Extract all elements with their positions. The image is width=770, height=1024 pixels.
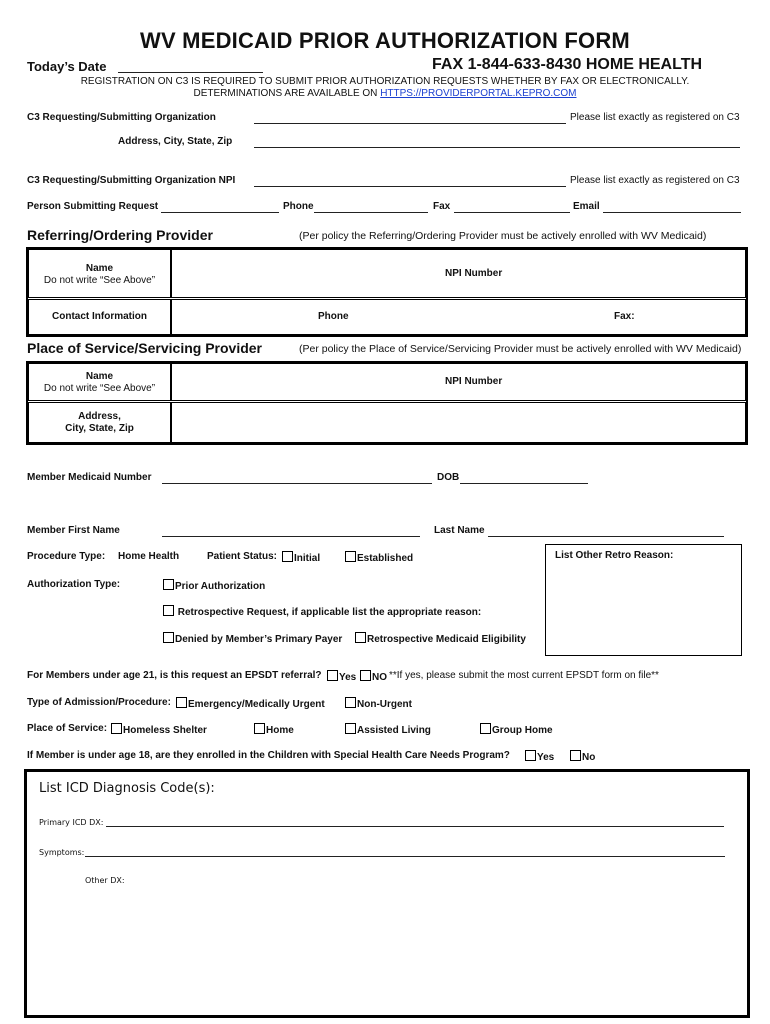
npi-hint: Please list exactly as registered on C3 bbox=[570, 175, 740, 186]
icd-box bbox=[24, 769, 750, 1018]
referring-phone-label: Phone bbox=[318, 311, 349, 322]
servicing-name-label-cell bbox=[28, 363, 171, 401]
npi-field[interactable] bbox=[254, 186, 566, 187]
servicing-address-label-2: City, State, Zip bbox=[65, 423, 134, 434]
place-assisted-label: Assisted Living bbox=[357, 725, 431, 736]
epsdt-no-option[interactable] bbox=[360, 670, 387, 683]
fax-label: Fax bbox=[433, 201, 451, 212]
retro-eligibility-option[interactable] bbox=[355, 632, 526, 645]
servicing-npi-label: NPI Number bbox=[445, 376, 503, 387]
admission-label: Type of Admission/Procedure: bbox=[27, 697, 171, 708]
symptoms-field[interactable] bbox=[85, 856, 725, 857]
person-label: Person Submitting Request bbox=[27, 201, 159, 212]
medicaid-number-field[interactable] bbox=[162, 483, 432, 484]
place-home-option[interactable] bbox=[254, 723, 294, 736]
denied-primary-option[interactable] bbox=[163, 632, 342, 645]
place-group-checkbox[interactable] bbox=[480, 723, 491, 734]
referring-contact-label: Contact Information bbox=[52, 311, 147, 322]
admission-emergency-label: Emergency/Medically Urgent bbox=[188, 699, 325, 710]
place-assisted-option[interactable] bbox=[345, 723, 431, 736]
cshcn-no-checkbox[interactable] bbox=[570, 750, 581, 761]
auth-retro-label: Retrospective Request, if applicable list the appropriate reason: bbox=[175, 607, 482, 618]
servicing-table bbox=[26, 361, 748, 445]
admission-emergency-checkbox[interactable] bbox=[176, 697, 187, 708]
referring-contact-label-cell bbox=[28, 299, 171, 335]
auth-prior-label: Prior Authorization bbox=[175, 581, 266, 592]
fax-field[interactable] bbox=[454, 212, 570, 213]
status-initial-checkbox[interactable] bbox=[282, 551, 293, 562]
epsdt-yes-option[interactable] bbox=[327, 670, 356, 683]
referring-fax-label: Fax: bbox=[614, 311, 635, 322]
servicing-policy: (Per policy the Place of Service/Servicing Provider must be actively enrolled with WV Medicaid) bbox=[299, 343, 742, 355]
epsdt-no-checkbox[interactable] bbox=[360, 670, 371, 681]
cshcn-no-option[interactable] bbox=[570, 750, 595, 763]
fax-line: FAX 1-844-633-8430 HOME HEALTH bbox=[432, 56, 703, 73]
email-field[interactable] bbox=[603, 212, 741, 213]
todays-date-field[interactable] bbox=[118, 72, 263, 73]
retro-reason-label: List Other Retro Reason: bbox=[555, 550, 674, 561]
status-initial-option[interactable] bbox=[282, 551, 320, 564]
org-hint: Please list exactly as registered on C3 bbox=[570, 112, 740, 123]
place-group-option[interactable] bbox=[480, 723, 553, 736]
address-field[interactable] bbox=[254, 147, 740, 148]
registration-note: REGISTRATION ON C3 IS REQUIRED TO SUBMIT PRIOR AUTHORIZATION REQUESTS WHETHER BY FAX OR ELECTRONICALLY. bbox=[80, 76, 690, 87]
retro-eligibility-checkbox[interactable] bbox=[355, 632, 366, 643]
place-homeless-checkbox[interactable] bbox=[111, 723, 122, 734]
referring-name-label-cell bbox=[28, 249, 171, 298]
auth-retro-checkbox[interactable] bbox=[163, 605, 174, 616]
portal-link[interactable]: HTTPS://PROVIDERPORTAL.KEPRO.COM bbox=[380, 88, 577, 99]
last-name-field[interactable] bbox=[488, 536, 724, 537]
place-label: Place of Service: bbox=[27, 723, 108, 734]
referring-contact-field[interactable] bbox=[171, 299, 746, 335]
procedure-type-value: Home Health bbox=[118, 551, 180, 562]
epsdt-question: For Members under age 21, is this request an EPSDT referral? bbox=[27, 670, 322, 681]
cshcn-yes-option[interactable] bbox=[525, 750, 554, 763]
org-field[interactable] bbox=[254, 123, 566, 124]
phone-label: Phone bbox=[283, 201, 314, 212]
cshcn-no-label: No bbox=[582, 752, 596, 763]
status-established-checkbox[interactable] bbox=[345, 551, 356, 562]
symptoms-label: Symptoms: bbox=[39, 848, 85, 857]
servicing-heading: Place of Service/Servicing Provider bbox=[27, 340, 263, 356]
primary-icd-field[interactable] bbox=[106, 826, 724, 827]
servicing-name-field[interactable] bbox=[171, 363, 746, 401]
retro-reason-box[interactable] bbox=[545, 544, 742, 656]
place-homeless-option[interactable] bbox=[111, 723, 207, 736]
servicing-name-hint: Do not write “See Above” bbox=[43, 383, 156, 394]
auth-prior-option[interactable] bbox=[163, 579, 265, 592]
epsdt-no-label: NO bbox=[372, 672, 387, 683]
auth-prior-checkbox[interactable] bbox=[163, 579, 174, 590]
epsdt-yes-label: Yes bbox=[339, 672, 357, 683]
form-title: WV MEDICAID PRIOR AUTHORIZATION FORM bbox=[140, 28, 630, 53]
referring-name-field[interactable] bbox=[171, 249, 746, 298]
first-name-field[interactable] bbox=[162, 536, 420, 537]
place-homeless-label: Homeless Shelter bbox=[123, 725, 207, 736]
auth-type-label: Authorization Type: bbox=[27, 579, 121, 590]
servicing-address-label-1: Address, bbox=[78, 411, 121, 422]
referring-name-hint: Do not write “See Above” bbox=[43, 275, 156, 286]
cshcn-yes-checkbox[interactable] bbox=[525, 750, 536, 761]
dob-field[interactable] bbox=[460, 483, 588, 484]
referring-policy: (Per policy the Referring/Ordering Provider must be actively enrolled with WV Medicaid) bbox=[299, 230, 707, 242]
email-label: Email bbox=[573, 201, 600, 212]
referring-name-label: Name bbox=[85, 263, 114, 274]
admission-non-urgent-label: Non-Urgent bbox=[357, 699, 412, 710]
procedure-type-label: Procedure Type: bbox=[27, 551, 106, 562]
icd-title: List ICD Diagnosis Code(s): bbox=[39, 781, 215, 796]
denied-primary-label: Denied by Member’s Primary Payer bbox=[175, 634, 343, 645]
admission-non-urgent-checkbox[interactable] bbox=[345, 697, 356, 708]
todays-date-label: Today’s Date bbox=[27, 59, 107, 74]
first-name-label: Member First Name bbox=[27, 525, 120, 536]
patient-status-label: Patient Status: bbox=[207, 551, 278, 562]
primary-icd-label: Primary ICD DX: bbox=[39, 818, 104, 827]
status-established-option[interactable] bbox=[345, 551, 413, 564]
epsdt-note: **If yes, please submit the most current EPSDT form on file** bbox=[389, 670, 659, 681]
servicing-address-label-cell bbox=[28, 402, 171, 443]
admission-emergency-option[interactable] bbox=[176, 697, 325, 710]
phone-field[interactable] bbox=[314, 212, 428, 213]
medicaid-number-label: Member Medicaid Number bbox=[27, 472, 152, 483]
other-dx-label: Other DX: bbox=[85, 876, 125, 885]
determinations-note bbox=[0, 88, 770, 99]
denied-primary-checkbox[interactable] bbox=[163, 632, 174, 643]
referring-table bbox=[26, 247, 748, 337]
person-field[interactable] bbox=[161, 212, 279, 213]
org-label: C3 Requesting/Submitting Organization bbox=[27, 112, 216, 123]
epsdt-yes-checkbox[interactable] bbox=[327, 670, 338, 681]
dob-label: DOB bbox=[437, 472, 460, 483]
place-group-label: Group Home bbox=[492, 725, 553, 736]
servicing-address-field[interactable] bbox=[171, 402, 746, 443]
referring-heading: Referring/Ordering Provider bbox=[27, 227, 213, 243]
status-initial-label: Initial bbox=[294, 553, 321, 564]
referring-npi-label: NPI Number bbox=[445, 268, 503, 279]
auth-retro-option[interactable] bbox=[163, 605, 481, 618]
place-home-label: Home bbox=[266, 725, 294, 736]
admission-non-urgent-option[interactable] bbox=[345, 697, 412, 710]
determinations-text: DETERMINATIONS ARE AVAILABLE ON bbox=[193, 88, 381, 99]
cshcn-yes-label: Yes bbox=[537, 752, 555, 763]
place-home-checkbox[interactable] bbox=[254, 723, 265, 734]
address-label: Address, City, State, Zip bbox=[118, 136, 233, 147]
place-assisted-checkbox[interactable] bbox=[345, 723, 356, 734]
cshcn-question: If Member is under age 18, are they enrolled in the Children with Special Health Care Needs Program? bbox=[27, 750, 510, 761]
retro-eligibility-label: Retrospective Medicaid Eligibility bbox=[367, 634, 526, 645]
servicing-name-label: Name bbox=[85, 371, 114, 382]
npi-label: C3 Requesting/Submitting Organization NPI bbox=[27, 175, 236, 186]
last-name-label: Last Name bbox=[434, 525, 485, 536]
status-established-label: Established bbox=[357, 553, 414, 564]
